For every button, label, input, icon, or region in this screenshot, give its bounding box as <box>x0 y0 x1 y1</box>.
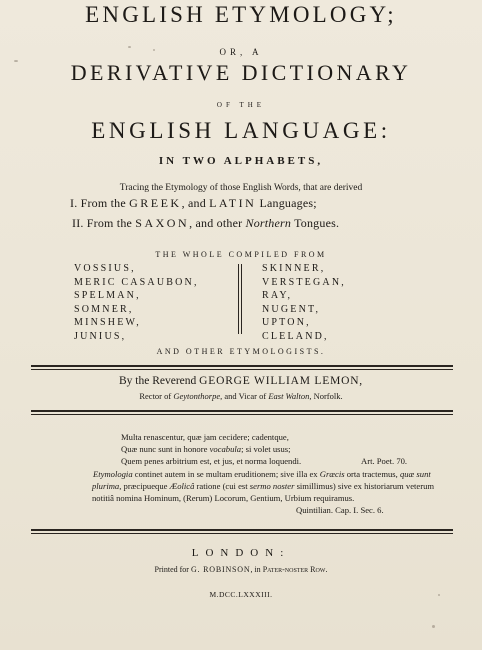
paper-speck <box>14 60 18 62</box>
motto-part: vocabula <box>209 444 242 454</box>
role-mid: , and Vicar of <box>220 391 269 401</box>
motto-line: Quem penes arbitrium est, et jus, et norma loquendi. <box>121 456 302 466</box>
item1-latin: LATIN <box>209 196 257 210</box>
compiler-name: SKINNER, <box>262 263 326 274</box>
compiler-name: SPELMAN, <box>74 290 141 301</box>
motto-part: quæ sunt <box>399 469 431 479</box>
author-name: GEORGE WILLIAM LEMON, <box>199 375 363 387</box>
motto-part: Æolicâ <box>169 481 195 491</box>
compiler-name: UPTON, <box>262 317 311 328</box>
compiler-name: SOMNER, <box>74 303 134 315</box>
author-byline <box>0 375 482 387</box>
item1-prefix: I. From the <box>70 196 130 210</box>
paper-speck <box>432 625 435 628</box>
rule <box>31 369 453 370</box>
tracing-item-2 <box>72 216 339 231</box>
item1-mid: , and <box>181 196 210 210</box>
motto-part: sermo noster <box>249 481 295 491</box>
motto-part: Etymologia <box>93 469 133 479</box>
compiled-footer: AND OTHER ETYMOLOGISTS. <box>156 347 326 356</box>
item2-mid: , and other <box>189 216 246 230</box>
motto-line: notitiâ nomina Hominum, (Rerum) Locorum, Gentium, Urbium requiramus. <box>92 493 355 503</box>
title-line-4: OF THE <box>216 101 266 109</box>
compiler-name: RAY, <box>262 290 293 301</box>
rule <box>31 410 453 412</box>
item1-greek: GREEK <box>129 196 182 210</box>
motto-part: Quæ nunc sunt in honore <box>121 444 210 454</box>
place-2: East Walton <box>268 391 310 401</box>
rule <box>31 529 453 531</box>
tracing-item-1 <box>70 196 317 211</box>
paper-speck <box>128 46 131 48</box>
item2-suffix: Tongues. <box>291 216 340 230</box>
compiler-name: VOSSIUS, <box>74 263 136 274</box>
byline-prefix: By the Reverend <box>118 375 200 387</box>
compiler-name: MERIC CASAUBON, <box>74 276 199 288</box>
author-role <box>0 391 482 401</box>
motto-cite: Quintilian. Cap. I. Sec. 6. <box>296 505 384 515</box>
title-line-2: OR, A <box>219 47 263 57</box>
compiled-heading: THE WHOLE COMPILED FROM <box>155 250 327 259</box>
role-suffix: , Norfolk. <box>309 391 343 401</box>
compiler-name: MINSHEW, <box>74 317 141 328</box>
motto-part: continet autem in se multam eruditionem; sive illa ex <box>132 469 320 479</box>
compiler-name: JUNIUS, <box>74 330 127 342</box>
role-prefix: Rector of <box>139 391 174 401</box>
paper-speck <box>153 49 155 51</box>
printer-mid: , in <box>250 565 263 574</box>
compiler-name: NUGENT, <box>262 303 321 315</box>
title-line-1: ENGLISH ETYMOLOGY; <box>85 2 397 27</box>
motto-line: Multa renascentur, quæ jam cecidere; cadentque, <box>121 432 289 442</box>
compiler-name: VERSTEGAN, <box>262 276 346 288</box>
item2-saxon: SAXON <box>135 216 190 230</box>
compiler-list-left <box>74 262 199 343</box>
paper-speck <box>438 594 440 596</box>
compiler-list-right <box>262 262 346 343</box>
motto-part: orta tractemus, <box>344 469 400 479</box>
motto-line <box>121 444 291 456</box>
printer-prefix: Printed for <box>154 565 191 574</box>
title-line-3: DERIVATIVE DICTIONARY <box>70 60 412 85</box>
title-line-6: IN TWO ALPHABETS, <box>158 155 324 167</box>
printer-address: Pater-noster Row. <box>262 565 328 574</box>
rule <box>31 533 453 534</box>
motto-part: simillimus) sive ex historiarum veterum <box>294 481 435 491</box>
item2-northern: Northern <box>245 216 292 230</box>
imprint-city: LONDON: <box>191 547 291 559</box>
printer-name: G. ROBINSON <box>190 565 251 574</box>
motto-line <box>93 469 431 481</box>
tracing-intro: Tracing the Etymology of those English Words, that are derived <box>119 183 363 193</box>
rule <box>31 365 453 367</box>
motto-part: , præcipueque <box>119 481 170 491</box>
motto-part: ratione (cui est <box>194 481 250 491</box>
item1-suffix: Languages; <box>256 196 317 210</box>
motto-cite: Art. Poet. 70. <box>361 456 408 466</box>
title-line-5: ENGLISH LANGUAGE: <box>91 118 391 143</box>
item2-prefix: II. From the <box>72 216 136 230</box>
place-1: Geytonthorpe <box>173 391 221 401</box>
motto-part: Græcis <box>319 469 345 479</box>
motto-part: ; si volet usus; <box>241 444 291 454</box>
motto-part: plurima <box>92 481 120 491</box>
column-divider <box>241 264 242 334</box>
rule <box>31 414 453 415</box>
imprint-year: M.DCC.LXXXIII. <box>209 590 273 599</box>
motto-line <box>92 481 434 493</box>
column-divider <box>238 264 239 334</box>
imprint-printer <box>0 565 482 574</box>
compiler-name: CLELAND, <box>262 330 329 342</box>
